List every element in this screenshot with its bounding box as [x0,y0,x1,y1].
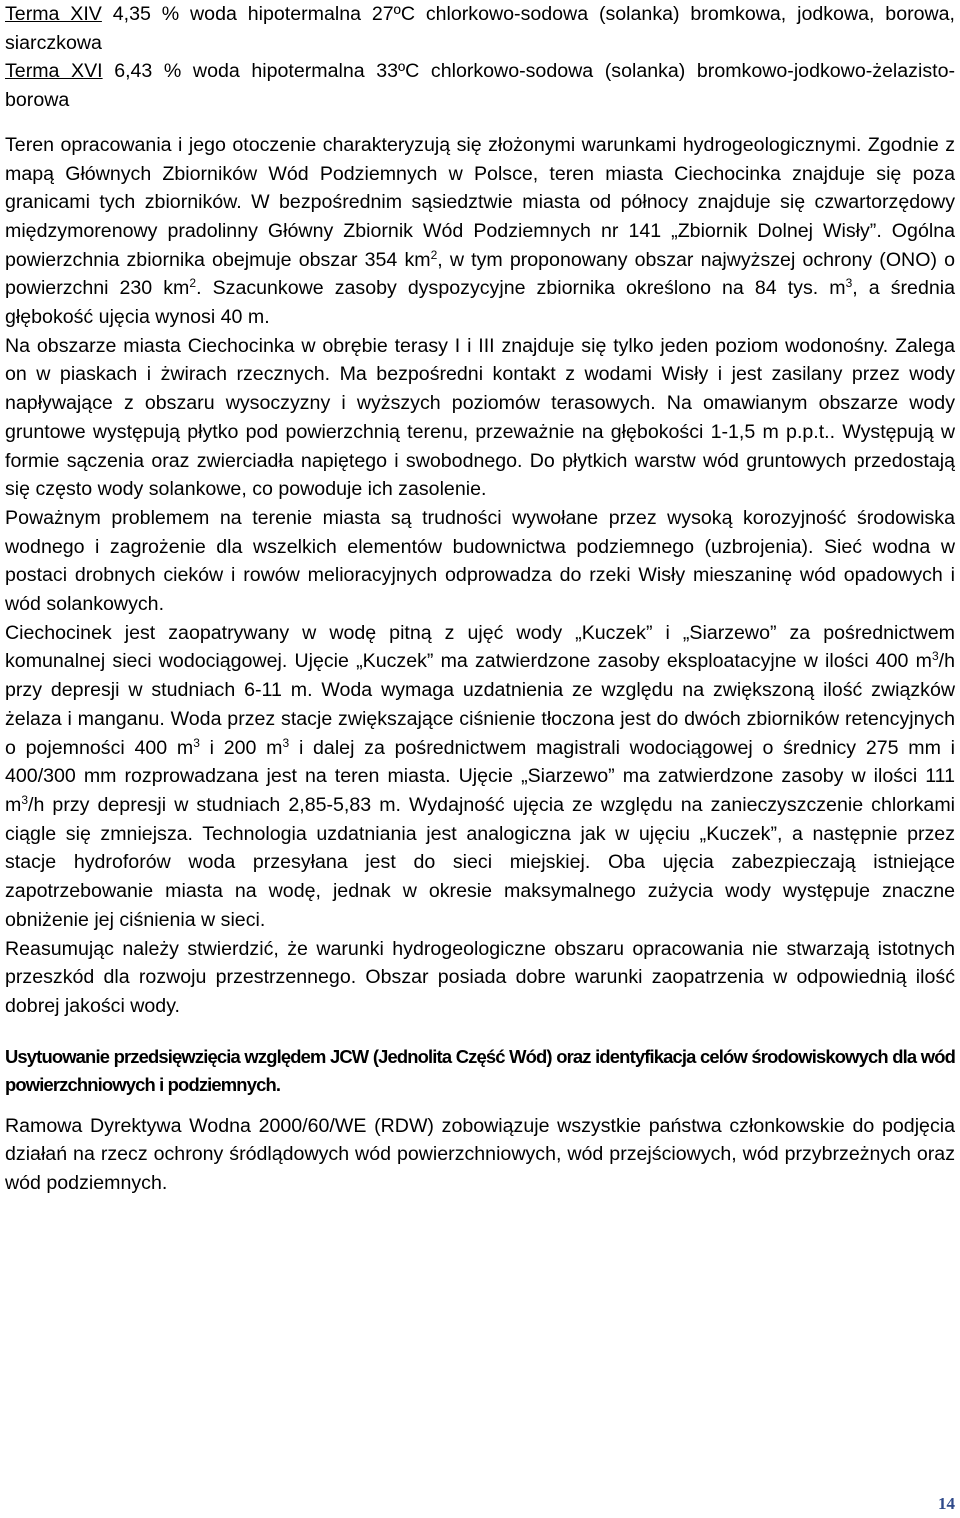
superscript: 2 [189,276,197,291]
paragraph-problem: Poważnym problemem na terenie miasta są trudności wywołane przez wysoką korozyjność środowiska wodnego i zagrożenie dla wszelkich elementów budownictwa podziemnego (uzbrojenia). Sieć wodna w postaci drobnych cieków i rowów melioracyjnych odprowadza do rzeki Wisły mieszaninę wód opadowych i wód solankowych. [5,506,955,616]
paragraph-teren-text-b: , w tym proponowany obszar najwyższej ochrony (ONO) o powierzchni 230 km [5,248,956,300]
terma-xvi-line [5,57,955,114]
paragraph-ramowa: Ramowa Dyrektywa Wodna 2000/60/WE (RDW) zobowiązuje wszystkie państwa członkowskie do podjęcia działań na rzecz ochrony śródlądowych wód powierzchniowych, wód przejściowych, wód przybrzeżnych oraz wód podziemnych. [5,1114,955,1195]
paragraph-woda-text-a: Ciechocinek jest zaopatrywany w wodę pitną z ujęć wody „Kuczek” i „Siarzewo” za pośrednictwem komunalnej sieci wodociągowej. Ujęcie „Kuczek” ma zatwierdzone zasoby eksploatacyjne w ilości 400 m [5,621,955,673]
paragraph-teren-text-a: Teren opracowania i jego otoczenie charakteryzują się złożonymi warunkami hydrogeologicznymi. Zgodnie z mapą Głównych Zbiorników Wód Podziemnych w Polsce, teren miasta Ciechocinka znajduje się poza granicami tych zbiorników. W bezpośrednim sąsiedztwie miasta od północy znajduje się czwartorzędowy międzymorenowy pradolinny Główny Zbiornik Wód Podziemnych nr 141 „Zbiornik Dolnej Wisły”. Ogólna powierzchnia zbiornika obejmuje obszar 354 km [5,133,955,271]
paragraph-teren [5,131,955,332]
page-number: 14 [938,1494,955,1513]
paragraph-obszar: Na obszarze miasta Ciechocinka w obrębie terasy I i III znajduje się tylko jeden poziom wodonośny. Zalega on w piaskach i żwirach rzecznych. Ma bezpośredni kontakt z wodami Wisły i jest zasilany przez wody napływające z obszaru wysoczyzny i wyższych poziomów terasowych. Na omawianym obszarze wody gruntowe występują płytko pod powierzchnią terenu, przeważnie na głębokości 1-1,5 m p.p.t.. Występują w formie sączenia oraz zwierciadła napiętego i swobodnego. Do płytkich warstw wód gruntowych przedostają się często wody solankowe, co powoduje ich zasolenie. [5,334,955,501]
paragraph-woda-text-d: i dalej za pośrednictwem magistrali wodociągowej o średnicy 275 mm i 400/300 mm rozprowadzana jest na teren miasta. Ujęcie „Siarzewo” ma zatwierdzone zasoby w ilości 111 m [5,736,956,816]
paragraph-woda-text-b: /h przy depresji w studniach 6-11 m. Woda wymaga uzdatnienia ze względu na zwiększoną ilość związków żelaza i manganu. Woda przez stacje zwiększające ciśnienie tłoczona jest do dwóch zbiorników retencyjnych o pojemności 400 m [5,650,955,759]
paragraph-woda [5,619,955,935]
superscript: 3 [21,792,29,807]
spacer [5,1100,955,1112]
superscript: 3 [193,735,200,750]
section-heading: Usytuowanie przedsięwzięcia względem JCW (Jednolita Część Wód) oraz identyfikacja celów środowiskowych dla wód powierzchniowych i podziemnych. [5,1045,955,1096]
paragraph-woda-text-e: /h przy depresji w studniach 2,85-5,83 m. Wydajność ujęcia ze względu na zanieczyszczenie chlorkami ciągle się zmniejsza. Technologia uzdatniania jest analogiczna jak w ujęciu „Kuczek”, a następnie przez stacje hydroforów woda przesyłana jest do sieci miejskiej. Oba ujęcia zabezpieczają istniejące zapotrzebowanie miasta na wodę, jednak w okresie maksymalnego zużycia wody występuje znaczne obniżenie jej ciśnienia w sieci. [5,793,955,931]
terma-xvi-text: 6,43 % woda hipotermalna 33ºC chlorkowo-sodowa (solanka) bromkowo-jodkowo-żelazisto-borowa [5,60,955,112]
terma-xiv-text: 4,35 % woda hipotermalna 27ºC chlorkowo-sodowa (solanka) bromkowa, jodkowa, borowa, siarczkowa [5,3,955,54]
paragraph-reasumujac: Reasumując należy stwierdzić, że warunki hydrogeologiczne obszaru opracowania nie stwarzają istotnych przeszkód dla rozwoju przestrzennego. Obszar posiada dobre warunki zaopatrzenia w odpowiednią ilość dobrej jakości wody. [5,937,955,1017]
document-page [5,0,955,1198]
terma-xiv-line [5,0,955,57]
spacer [5,115,955,131]
superscript: 3 [845,276,853,291]
paragraph-woda-text-c: i 200 m [199,736,283,759]
superscript: 2 [430,247,438,262]
spacer [5,1021,955,1043]
paragraph-teren-text-c: . Szacunkowe zasoby dyspozycyjne zbiornika określono na 84 tys. m [196,277,846,300]
terma-xvi-label: Terma XVI [5,60,103,83]
superscript: 3 [931,649,939,664]
paragraph-teren-text-d: , a średnia głębokość ujęcia wynosi 40 m. [5,277,955,329]
superscript: 3 [282,735,290,750]
terma-xiv-label: Terma XIV [5,3,102,25]
